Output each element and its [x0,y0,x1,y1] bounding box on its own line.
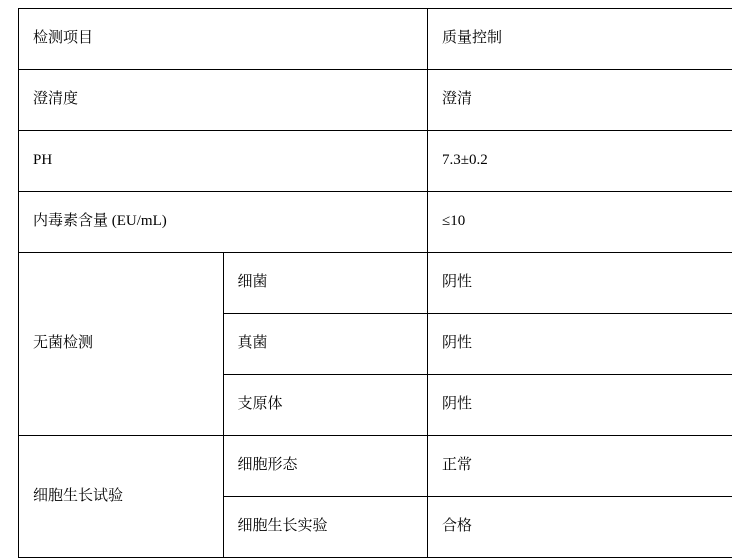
table-header-row [19,9,732,70]
row-label-cell [19,131,428,192]
group-label: 细胞生长试验 [33,487,213,507]
row-value-cell [428,314,732,375]
group-label-cell-sterility [19,253,224,436]
row-value-cell [428,131,732,192]
quality-control-table [18,8,732,558]
group-label-cell-cell-growth [19,436,224,558]
row-value: 阴性 [442,334,732,354]
row-value-cell [428,497,732,558]
sub-label-cell [223,253,428,314]
sub-label-cell [223,375,428,436]
sub-label: 支原体 [238,395,418,415]
header-value-label: 质量控制 [442,29,732,49]
table-row [19,192,732,253]
table-row [19,131,732,192]
table-row [19,436,732,497]
sub-label: 细胞生长实验 [238,517,418,537]
row-label-cell [19,192,428,253]
header-cell-item [19,9,428,70]
row-value: 阴性 [442,395,732,415]
sub-label: 细胞形态 [238,456,418,476]
row-label: 澄清度 [33,90,417,110]
row-value: ≤10 [442,212,732,232]
table-row [19,253,732,314]
sub-label: 细菌 [238,273,418,293]
table-row [19,70,732,131]
row-value: 7.3±0.2 [442,151,732,171]
row-value: 合格 [442,517,732,537]
row-value-cell [428,192,732,253]
sub-label-cell [223,497,428,558]
header-item-label: 检测项目 [33,29,417,49]
row-label: PH [33,151,417,171]
row-value: 阴性 [442,273,732,293]
sub-label-cell [223,314,428,375]
row-label: 内毒素含量 (EU/mL) [33,212,417,232]
row-value: 澄清 [442,90,732,110]
row-label-cell [19,70,428,131]
sub-label: 真菌 [238,334,418,354]
sub-label-cell [223,436,428,497]
row-value-cell [428,436,732,497]
header-cell-value [428,9,732,70]
group-label: 无菌检测 [33,334,213,354]
row-value-cell [428,70,732,131]
row-value-cell [428,375,732,436]
row-value: 正常 [442,456,732,476]
row-value-cell [428,253,732,314]
